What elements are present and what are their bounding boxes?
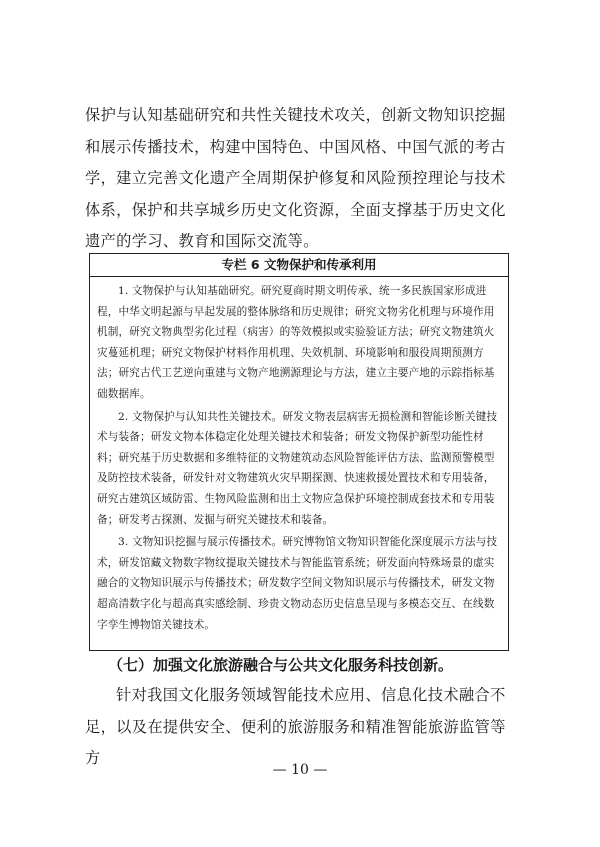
box-title: 专栏 6 文物保护和传承利用 (90, 254, 508, 277)
page-number: — 10 — (272, 762, 328, 778)
sidebar-box (89, 253, 509, 651)
box-item: 3. 文物知识挖掘与展示传播技术。研究博物馆文物知识智能化深度展示方法与技术，研发馆藏文物数字物纹提取关键技术与智能监管系统；研发面向特殊场景的虚实融合的文物知识展示与传播技术；研发数字空间文物知识展示与传播技术，研发文物超高清数字化与超高真实感绘制、珍贵文物动态历史信息呈现与多模态交互、在线数字孪生博物馆关键技术。 (97, 536, 498, 631)
box-body (90, 277, 508, 635)
box-item: 2. 文物保护与认知共性关键技术。研发文物表层病害无损检测和智能诊断关键技术与装备；研发文物本体稳定化处理关键技术和装备；研发文物保护新型功能性材料；研究基于历史数据和多维特征的文物建筑动态风险智能评估方法、监测预警模型及防控技术装备，研发针对文物建筑火灾早期探测、快速救援处置技术和专用装备，研究古建筑区域防雷、生物风险监测和出土文物应急保护环境控制成套技术和专用装备；研发考古探测、发掘与研究关键技术和装备。 (97, 410, 498, 526)
body-paragraph: 保护与认知基础研究和共性关键技术攻关，创新文物知识挖掘和展示传播技术，构建中国特色、中国风格、中国气派的考古学，建立完善文化遗产全周期保护修复和风险预控理论与技术体系，保护和共享城乡历史文化资源，全面支撑基于历史文化遗产的学习、教育和国际交流等。 (85, 106, 506, 250)
section-heading: （七）加强文化旅游融合与公共文化服务科技创新。 (108, 656, 454, 674)
body-paragraph: 针对我国文化服务领域智能技术应用、信息化技术融合不足，以及在提供安全、便利的旅游服务和精准智能旅游监管等方 (85, 686, 506, 767)
box-item: 1. 文物保护与认知基础研究。研究夏商时期文明传承、统一多民族国家形成进程，中华文明起源与早起发展的整体脉络和历史规律；研究文物劣化机理与环境作用机制，研究文物典型劣化过程（病害）的等效模拟或实验验证方法；研究文物建筑火灾蔓延机理；研究文物保护材料作用机理、失效机制、环境影响和服役周期预测方法；研究古代工艺逆向重建与文物产地溯源理论与方法，建立主要产地的示踪指标基础数据库。 (97, 285, 495, 400)
